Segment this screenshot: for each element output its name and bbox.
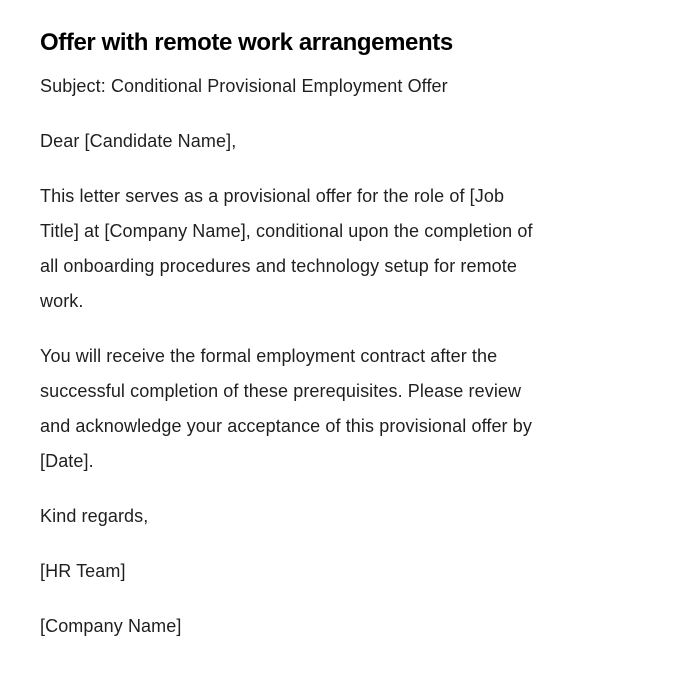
paragraph-line: You will receive the formal employment contract after the [40,346,498,366]
document-title: Offer with remote work arrangements [40,29,453,56]
paragraph-line: Title] at [Company Name], conditional upon the completion of [40,221,533,241]
paragraph-line: successful completion of these prerequisites. Please review [40,381,522,401]
offer-paragraph-2 [40,339,650,479]
paragraph-line: [Date]. [40,451,94,471]
signature-company-name: [Company Name] [40,616,182,636]
offer-paragraph-1 [40,179,650,319]
subject-line: Subject: Conditional Provisional Employment Offer [40,76,448,96]
paragraph-line: all onboarding procedures and technology setup for remote [40,256,518,276]
paragraph-line: and acknowledge your acceptance of this provisional offer by [40,416,532,436]
signature-hr-team: [HR Team] [40,561,126,581]
closing: Kind regards, [40,506,149,526]
paragraph-line: work. [40,291,84,311]
greeting: Dear [Candidate Name], [40,131,237,151]
paragraph-line: This letter serves as a provisional offer for the role of [Job [40,186,505,206]
